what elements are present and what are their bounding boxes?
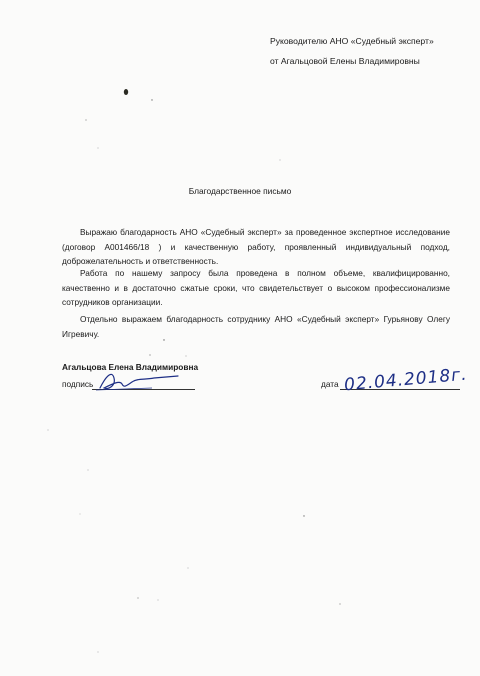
date-label: дата (321, 379, 339, 389)
signer-name: Агальцова Елена Владимировна (62, 362, 199, 372)
handwritten-date: 02.04.2018г. (343, 364, 469, 396)
letter-title: Благодарственное письмо (188, 186, 292, 196)
paragraph-3: Отдельно выражаем благодарность сотруднику АНО «Судебный эксперт» Гурьянову Олегу Игревичу. (62, 314, 450, 339)
paragraph-1: Выражаю благодарность АНО «Судебный эксперт» за проведенное экспертное исследование (договор А001466/18 ) и качественную работу, проявленный индивидуальный подход, доброжелательность и ответственность. (62, 227, 450, 267)
recipient-line: Руководителю АНО «Судебный эксперт» (270, 36, 434, 46)
sender-line: от Агальцовой Елены Владимировны (270, 56, 420, 66)
paragraph-2: Работа по нашему запросу была проведена в полном объеме, квалифицированно, качественно и в достаточно сжатые сроки, что свидетельствует о высоком профессионализме сотрудников организации. (62, 268, 450, 308)
signature-label: подпись (62, 379, 94, 389)
